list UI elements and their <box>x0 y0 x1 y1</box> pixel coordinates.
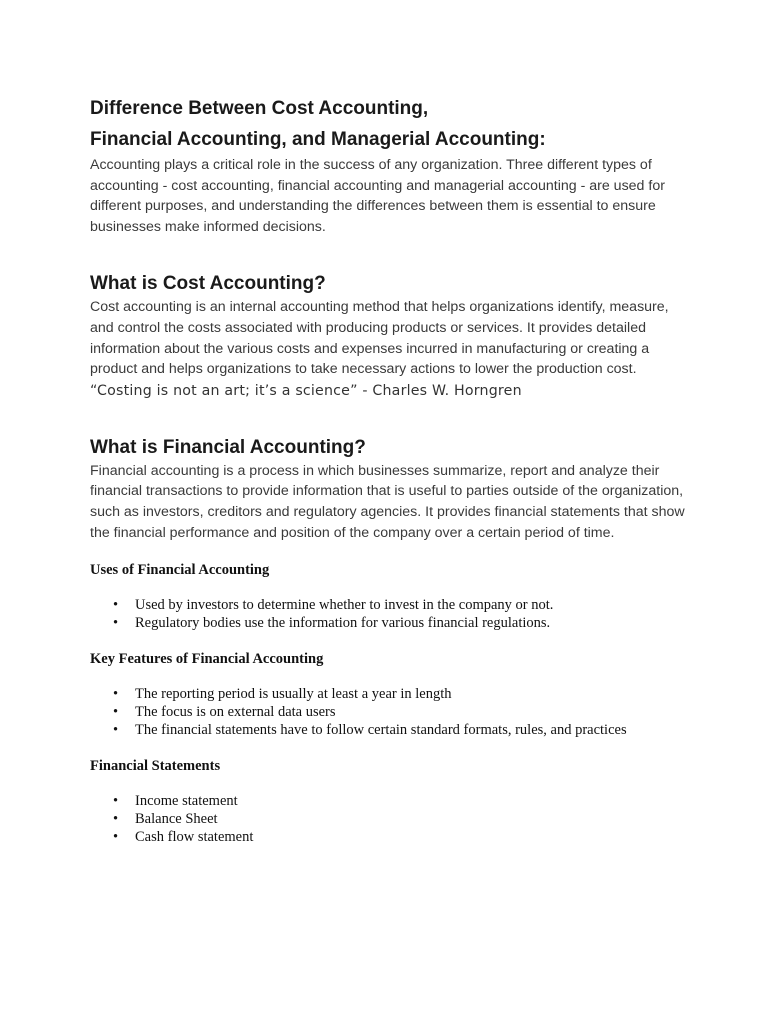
financial-accounting-heading: What is Financial Accounting? <box>90 436 366 458</box>
list-item: • The focus is on external data users <box>113 704 336 721</box>
features-heading: Key Features of Financial Accounting <box>90 651 324 668</box>
cost-accounting-heading: What is Cost Accounting? <box>90 273 326 295</box>
horngren-quote: “Costing is not an art; it’s a science” - Charles W. Horngren <box>90 382 522 399</box>
features-list <box>90 685 690 739</box>
list-item: • Balance Sheet <box>113 811 218 828</box>
bullet-icon: • <box>113 811 119 828</box>
bullet-icon: • <box>113 722 119 739</box>
statements-list <box>90 792 690 846</box>
bullet-icon: • <box>113 793 119 810</box>
intro-paragraph: Accounting plays a critical role in the success of any organization. Three different types of accounting - cost accounting, financial accounting and managerial accounting - are used for different purposes, and understanding the differences between them is essential to ensure businesses make informed decisions. <box>90 157 665 235</box>
bullet-icon: • <box>113 615 119 632</box>
list-item: • Regulatory bodies use the information for various financial regulations. <box>113 615 551 632</box>
list-item: • Used by investors to determine whether to invest in the company or not. <box>113 597 554 614</box>
uses-list <box>90 596 690 632</box>
financial-accounting-paragraph: Financial accounting is a process in which businesses summarize, report and analyze their financial transactions to provide information that is useful to parties outside of the organization, such as investors, creditors and regulatory agencies. It provides financial statements that show the financial performance and position of the company over a certain period of time. <box>90 462 685 541</box>
list-item: • The financial statements have to follow certain standard formats, rules, and practices <box>113 722 627 739</box>
bullet-icon: • <box>113 686 119 703</box>
document-title-line-2: Financial Accounting, and Managerial Accounting: <box>90 129 546 150</box>
bullet-icon: • <box>113 597 119 614</box>
document-page <box>90 93 690 846</box>
bullet-icon: • <box>113 829 119 846</box>
bullet-icon: • <box>113 704 119 721</box>
list-item: • Income statement <box>113 793 238 810</box>
list-item: • The reporting period is usually at least a year in length <box>113 686 452 703</box>
uses-heading: Uses of Financial Accounting <box>90 562 270 579</box>
list-item: • Cash flow statement <box>113 829 254 846</box>
statements-heading: Financial Statements <box>90 758 221 775</box>
cost-accounting-paragraph: Cost accounting is an internal accounting method that helps organizations identify, measure, and control the costs associated with producing products or services. It provides detailed information about the various costs and expenses incurred in manufacturing or creating a product and helps organizations to take necessary actions to lower the production cost. <box>90 299 669 378</box>
document-title-line-1: Difference Between Cost Accounting, <box>90 98 429 119</box>
